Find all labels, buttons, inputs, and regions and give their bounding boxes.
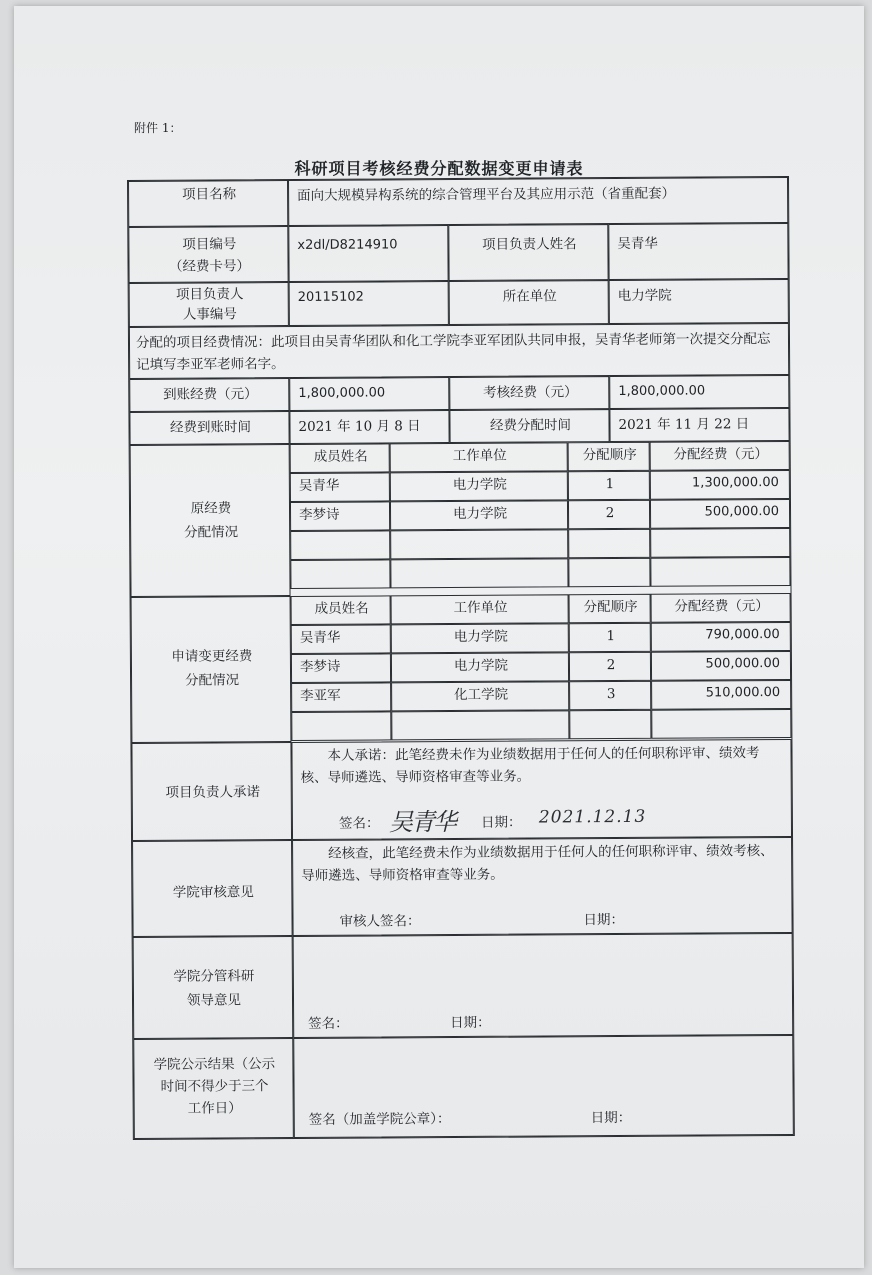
original-row-value: 2 [605, 505, 615, 522]
leader-name-label: 项目负责人姓名 [482, 236, 577, 253]
changed-grid-cell [569, 623, 651, 653]
changed-grid-cell [651, 593, 791, 623]
changed-header: 成员姓名 [314, 600, 369, 617]
leader-id-value-cell [289, 281, 449, 326]
project-code-value: x2dl/D8214910 [297, 237, 398, 253]
original-row-value: 李梦诗 [299, 506, 340, 523]
changed-grid-cell [391, 652, 569, 682]
changed-label-line1: 申请变更经费 [171, 648, 253, 665]
unit-value: 电力学院 [617, 287, 672, 305]
changed-grid-cell [391, 594, 569, 624]
commitment-date-value: 2021.12.13 [538, 806, 647, 828]
original-grid-cell [650, 528, 790, 558]
project-name-label: 项目名称 [182, 186, 237, 203]
publicity-label-line2: 时间不得少于三个 [160, 1078, 269, 1095]
leader-opinion-label-line2: 领导意见 [186, 992, 242, 1009]
original-grid-cell [568, 558, 650, 588]
changed-grid-cell [391, 681, 569, 711]
original-grid-cell [650, 470, 790, 500]
allocation-date-label: 经费分配时间 [489, 417, 572, 434]
original-grid-cell [650, 499, 790, 529]
original-grid-cell [568, 529, 650, 559]
publicity-label-line1: 学院公示结果（公示 [153, 1056, 276, 1073]
publicity-sign-label: 签名（加盖学院公章）： [308, 1111, 451, 1128]
review-label: 学院审核意见 [172, 884, 254, 901]
changed-grid-cell [651, 680, 791, 710]
original-row-value: 电力学院 [452, 476, 507, 494]
original-label-cell [130, 444, 291, 597]
leader-opinion-content-cell [293, 933, 794, 1038]
original-grid-cell [390, 529, 568, 559]
allocation-date-label-cell [449, 409, 609, 443]
changed-grid-cell [291, 653, 391, 683]
review-sign-label: 审核人签名： [339, 913, 421, 930]
original-header: 成员姓名 [313, 448, 368, 465]
original-header: 工作单位 [452, 447, 507, 465]
changed-row-value: 电力学院 [453, 628, 508, 646]
received-value-cell [289, 377, 449, 411]
changed-row-value: 化工学院 [454, 686, 509, 704]
changed-label-cell [131, 596, 292, 743]
changed-row-value: 李亚军 [300, 687, 341, 704]
original-grid-cell [390, 500, 568, 530]
changed-grid-cell [569, 594, 651, 624]
original-row-value: 电力学院 [452, 505, 508, 523]
leader-id-value: 20115102 [297, 289, 364, 305]
commitment-label-cell [131, 742, 292, 841]
changed-grid-cell [569, 652, 651, 682]
leader-name-label-cell [448, 224, 608, 281]
project-code-value-cell [288, 225, 448, 282]
commitment-label: 项目负责人承诺 [165, 784, 261, 801]
leader-id-label-line2: 人事编号 [182, 306, 237, 323]
commitment-date-label: 日期： [480, 814, 522, 831]
original-grid-cell [390, 471, 568, 501]
allocation-note-cell [129, 323, 789, 379]
changed-header: 工作单位 [453, 599, 508, 617]
leader-opinion-sign-label: 签名： [308, 1015, 349, 1032]
allocation-date-value-cell [609, 408, 789, 442]
changed-grid-cell [391, 710, 569, 740]
original-header: 分配经费（元） [673, 446, 768, 463]
application-form-table [127, 176, 795, 1140]
changed-grid-cell [569, 710, 651, 740]
changed-grid-cell [651, 622, 791, 652]
commitment-signature: 吴青华 [388, 808, 456, 837]
publicity-label-cell [133, 1038, 294, 1139]
original-grid-cell [290, 530, 390, 560]
original-grid-cell [568, 442, 650, 472]
original-grid-cell [650, 557, 790, 587]
changed-grid-cell [291, 682, 391, 712]
original-label-line2: 分配情况 [184, 524, 239, 541]
review-content-cell [292, 837, 793, 936]
original-grid-cell [568, 471, 650, 501]
assessed-value: 1,800,000.00 [618, 383, 706, 400]
changed-row-value: 李梦诗 [299, 658, 341, 675]
project-code-label-cell [128, 226, 288, 283]
review-label-cell [132, 840, 293, 937]
assessed-label-cell [449, 376, 609, 410]
unit-label: 所在单位 [502, 288, 557, 305]
changed-label-line2: 分配情况 [185, 672, 240, 689]
original-label-line1: 原经费 [190, 500, 232, 517]
changed-grid-cell [291, 595, 391, 625]
project-code-label-line1: 项目编号 [182, 236, 237, 253]
leader-opinion-label-cell [133, 936, 294, 1039]
changed-row-value: 2 [606, 657, 616, 674]
original-grid-cell [290, 472, 390, 502]
leader-opinion-label-line1: 学院分管科研 [173, 968, 255, 985]
attachment-label: 附件 1： [134, 121, 182, 135]
review-text: 经核查，此笔经费未作为业绩数据用于任何人的任何职称评审、绩效考核、导师遴选、导师资格审查等业务。 [301, 843, 774, 884]
changed-grid-cell [291, 711, 391, 741]
project-name-value: 面向大规模异构系统的综合管理平台及其应用示范（省重配套） [297, 185, 676, 204]
leader-id-label-cell [129, 282, 289, 327]
original-grid-cell [290, 501, 390, 531]
assessed-label: 考核经费（元） [483, 384, 578, 401]
changed-grid-cell [651, 709, 791, 739]
original-header: 分配顺序 [582, 446, 637, 464]
allocation-date-value: 2021 年 11 月 22 日 [618, 416, 750, 434]
leader-id-label-line1: 项目负责人 [175, 286, 244, 303]
changed-row-value: 3 [606, 686, 616, 703]
changed-row-value: 1 [606, 628, 616, 645]
commitment-text: 本人承诺：此笔经费未作为业绩数据用于任何人的任何职称评审、绩效考核、导师遴选、导师资格审查等业务。 [300, 745, 760, 786]
original-grid-cell [290, 559, 390, 589]
unit-value-cell [609, 279, 789, 324]
changed-header: 分配顺序 [583, 598, 638, 616]
received-label-cell [129, 378, 289, 412]
original-grid-cell [290, 443, 390, 473]
review-date-label: 日期： [583, 911, 625, 929]
received-date-label: 经费到账时间 [169, 419, 252, 436]
original-grid-cell [568, 500, 650, 530]
original-row-value: 1,300,000.00 [691, 475, 779, 491]
changed-row-value: 电力学院 [453, 657, 509, 675]
publicity-content-cell [293, 1035, 794, 1138]
changed-row-value: 510,000.00 [705, 685, 781, 701]
changed-row-value: 500,000.00 [705, 656, 781, 672]
original-row-value: 1 [605, 476, 615, 493]
changed-grid-cell [291, 624, 391, 654]
received-date-value: 2021 年 10 月 8 日 [298, 418, 421, 435]
commitment-sign-label: 签名： [338, 815, 380, 832]
received-value: 1,800,000.00 [298, 385, 386, 401]
changed-row-value: 790,000.00 [705, 627, 780, 643]
original-row-value: 吴青华 [298, 477, 340, 494]
project-name-label-cell [128, 180, 288, 227]
changed-grid-cell [651, 651, 791, 681]
received-date-label-cell [129, 411, 289, 445]
publicity-date-label: 日期： [590, 1109, 632, 1127]
form-title: 科研项目考核经费分配数据变更申请表 [294, 159, 584, 178]
received-label: 到账经费（元） [163, 386, 258, 403]
project-name-value-cell [288, 177, 788, 226]
changed-grid-cell [569, 681, 651, 711]
original-grid-cell [650, 441, 790, 471]
original-grid-cell [390, 442, 568, 472]
leader-name-value: 吴青华 [617, 235, 658, 253]
commitment-content-cell [291, 739, 792, 840]
changed-header: 分配经费（元） [674, 598, 769, 615]
allocation-note: 分配的项目经费情况：此项目由吴青华团队和化工学院李亚军团队共同申报，吴青华老师第一次提交分配忘记填写李亚军老师名字。 [135, 331, 771, 373]
assessed-value-cell [609, 375, 789, 409]
unit-label-cell [449, 280, 609, 325]
received-date-value-cell [289, 410, 449, 444]
changed-grid-cell [391, 623, 569, 653]
publicity-label-line3: 工作日） [187, 1100, 242, 1117]
paper-sheet [14, 6, 864, 1268]
original-grid-cell [390, 558, 568, 588]
leader-name-value-cell [608, 223, 788, 280]
project-code-label-line2: （经费卡号） [168, 258, 251, 275]
original-row-value: 500,000.00 [704, 504, 780, 520]
changed-row-value: 吴青华 [299, 629, 341, 646]
leader-opinion-date-label: 日期： [450, 1014, 491, 1032]
